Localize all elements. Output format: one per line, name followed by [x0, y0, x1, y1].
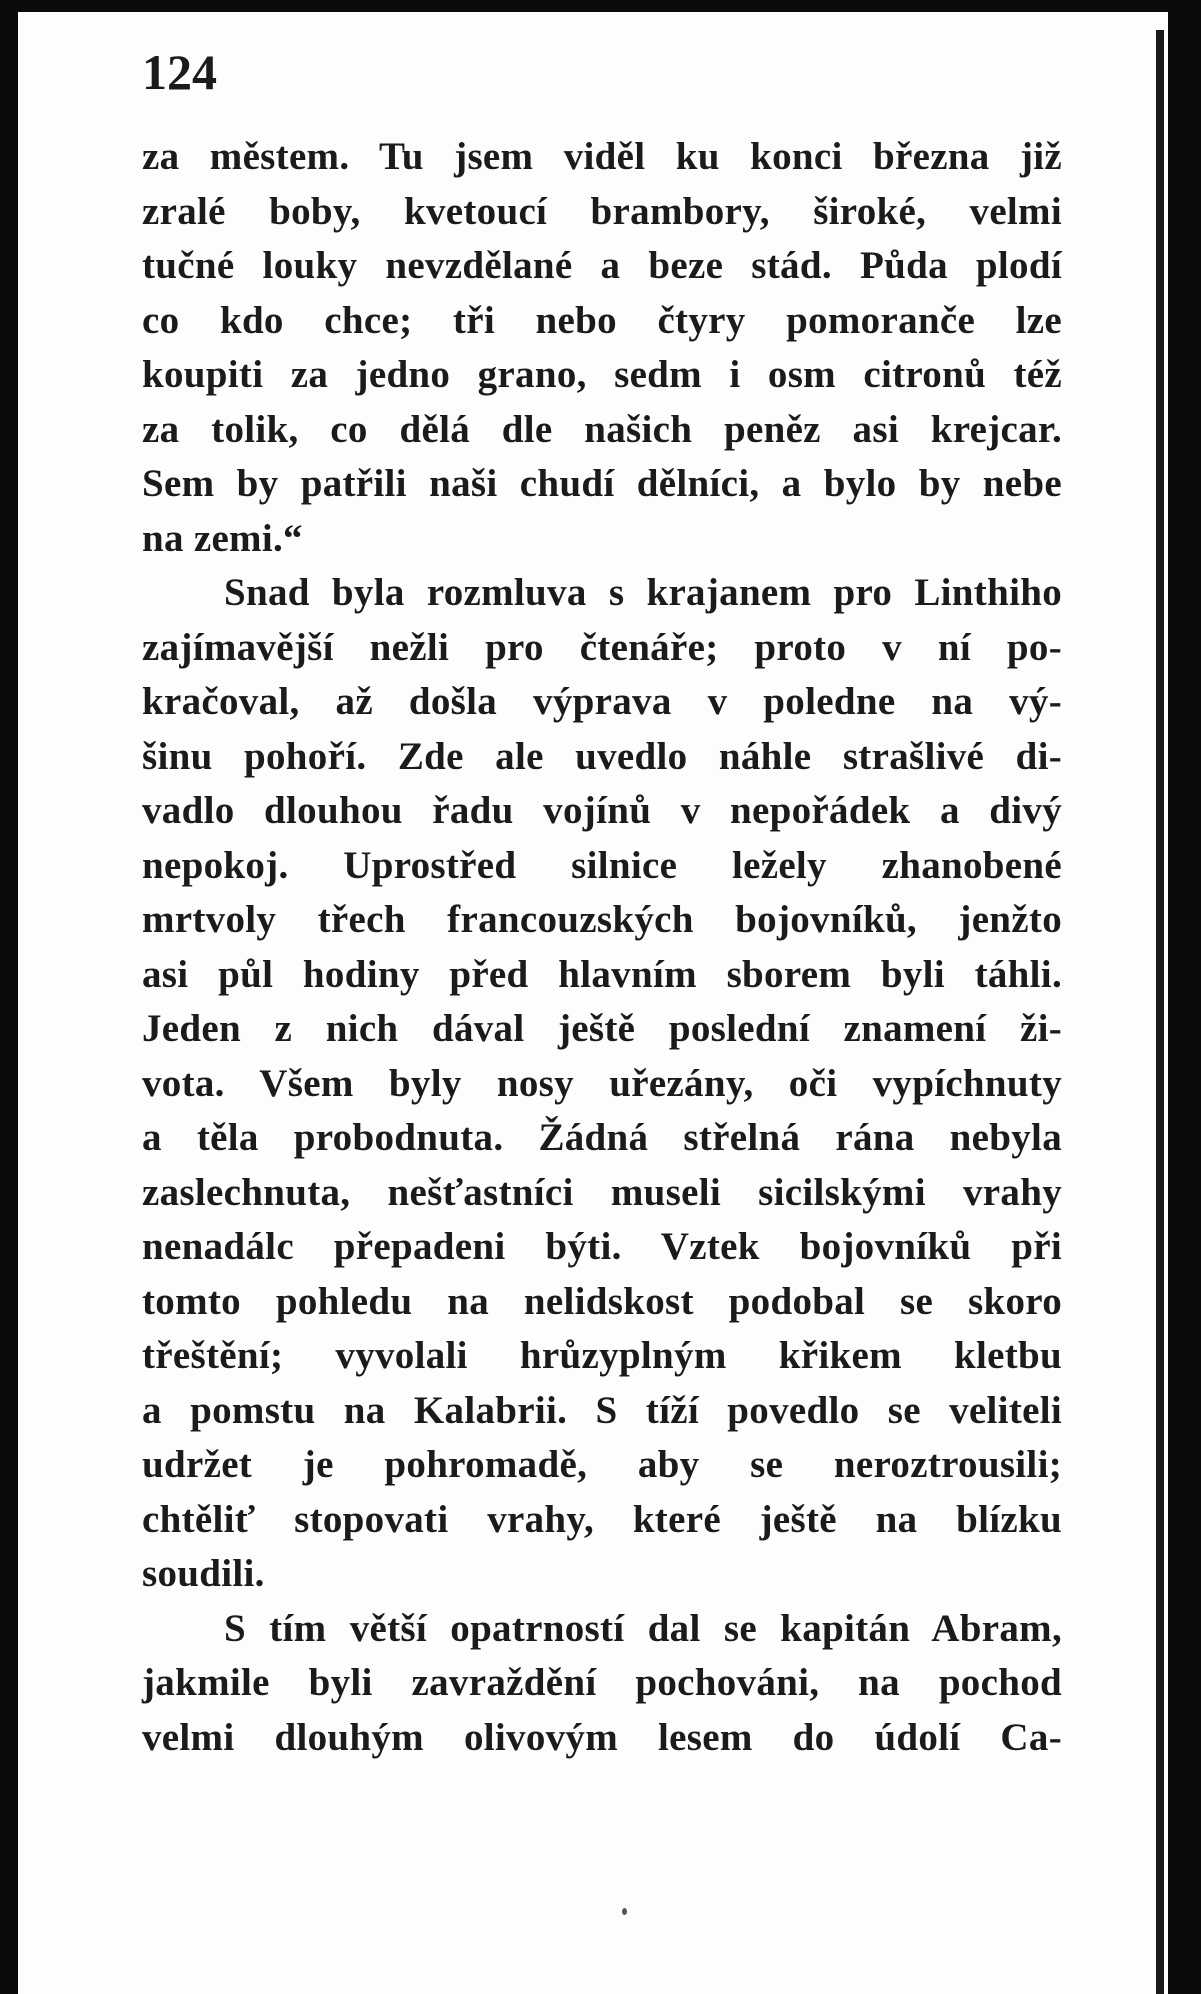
paragraph	[142, 130, 1062, 566]
paper-speck	[622, 1908, 627, 1915]
text-line: Sem by patřili naši chudí dělníci, a bylo by nebe	[142, 462, 1062, 505]
text-line: tomto pohledu na nelidskost podobal se skoro	[142, 1279, 1062, 1323]
text-line: tučné louky nevzdělané a beze stád. Půda plodí	[142, 244, 1062, 287]
text-line: co kdo chce; tři nebo čtyry pomoranče lze	[142, 298, 1062, 342]
page-number: 124	[142, 44, 217, 100]
text-line: zralé boby, kvetoucí brambory, široké, velmi	[142, 189, 1062, 233]
body-text	[142, 130, 1062, 1765]
text-line: zajímavější nežli pro čtenáře; proto v ní po-	[142, 625, 1062, 669]
text-line: vadlo dlouhou řadu vojínů v nepořádek a divý	[142, 789, 1062, 832]
scan-border-left	[0, 0, 18, 1994]
text-line: Snad byla rozmluva s krajanem pro Linthiho	[224, 571, 1062, 614]
text-line: zaslechnuta, nešťastníci museli sicilskými vrahy	[142, 1170, 1062, 1214]
text-line: velmi dlouhým olivovým lesem do údolí Ca-	[142, 1715, 1062, 1759]
text-line: za městem. Tu jsem viděl ku konci března již	[142, 135, 1062, 178]
text-line: soudili.	[142, 1552, 265, 1595]
scan-border-top	[0, 0, 1201, 12]
text-line: koupiti za jedno grano, sedm i osm citronů též	[142, 353, 1062, 396]
paragraph	[142, 566, 1062, 1602]
text-line: nepokoj. Uprostřed silnice ležely zhanobené	[142, 843, 1062, 887]
text-line: kračoval, až došla výprava v poledne na vý-	[142, 680, 1062, 723]
book-spine-shadow	[1156, 30, 1164, 1994]
scan-border-right	[1168, 0, 1201, 1994]
text-line: třeštění; vyvolali hrůzyplným křikem kletbu	[142, 1334, 1062, 1377]
text-line: vota. Všem byly nosy uřezány, oči vypíchnuty	[142, 1061, 1062, 1105]
text-line: nenadálc přepadeni býti. Vztek bojovníků při	[142, 1225, 1062, 1268]
text-line: asi půl hodiny před hlavním sborem byli táhli.	[142, 952, 1062, 996]
text-line: chtěliť stopovati vrahy, které ještě na blízku	[142, 1497, 1062, 1541]
text-line: S tím větší opatrností dal se kapitán Abram,	[224, 1606, 1062, 1650]
text-line: šinu pohoří. Zde ale uvedlo náhle strašlivé di-	[142, 734, 1062, 778]
text-line: za tolik, co dělá dle našich peněz asi krejcar.	[142, 407, 1062, 451]
text-line: mrtvoly třech francouzských bojovníků, jenžto	[142, 898, 1062, 941]
text-line: jakmile byli zavraždění pochováni, na pochod	[142, 1661, 1062, 1704]
text-line: na zemi.“	[142, 516, 303, 560]
text-line: udržet je pohromadě, aby se neroztrousili;	[142, 1443, 1062, 1486]
text-line: a pomstu na Kalabrii. S tíží povedlo se veliteli	[142, 1388, 1062, 1432]
paragraph	[142, 1602, 1062, 1766]
text-line: a těla probodnuta. Žádná střelná rána nebyla	[142, 1116, 1062, 1159]
text-line: Jeden z nich dával ještě poslední znamení ži-	[142, 1007, 1062, 1050]
